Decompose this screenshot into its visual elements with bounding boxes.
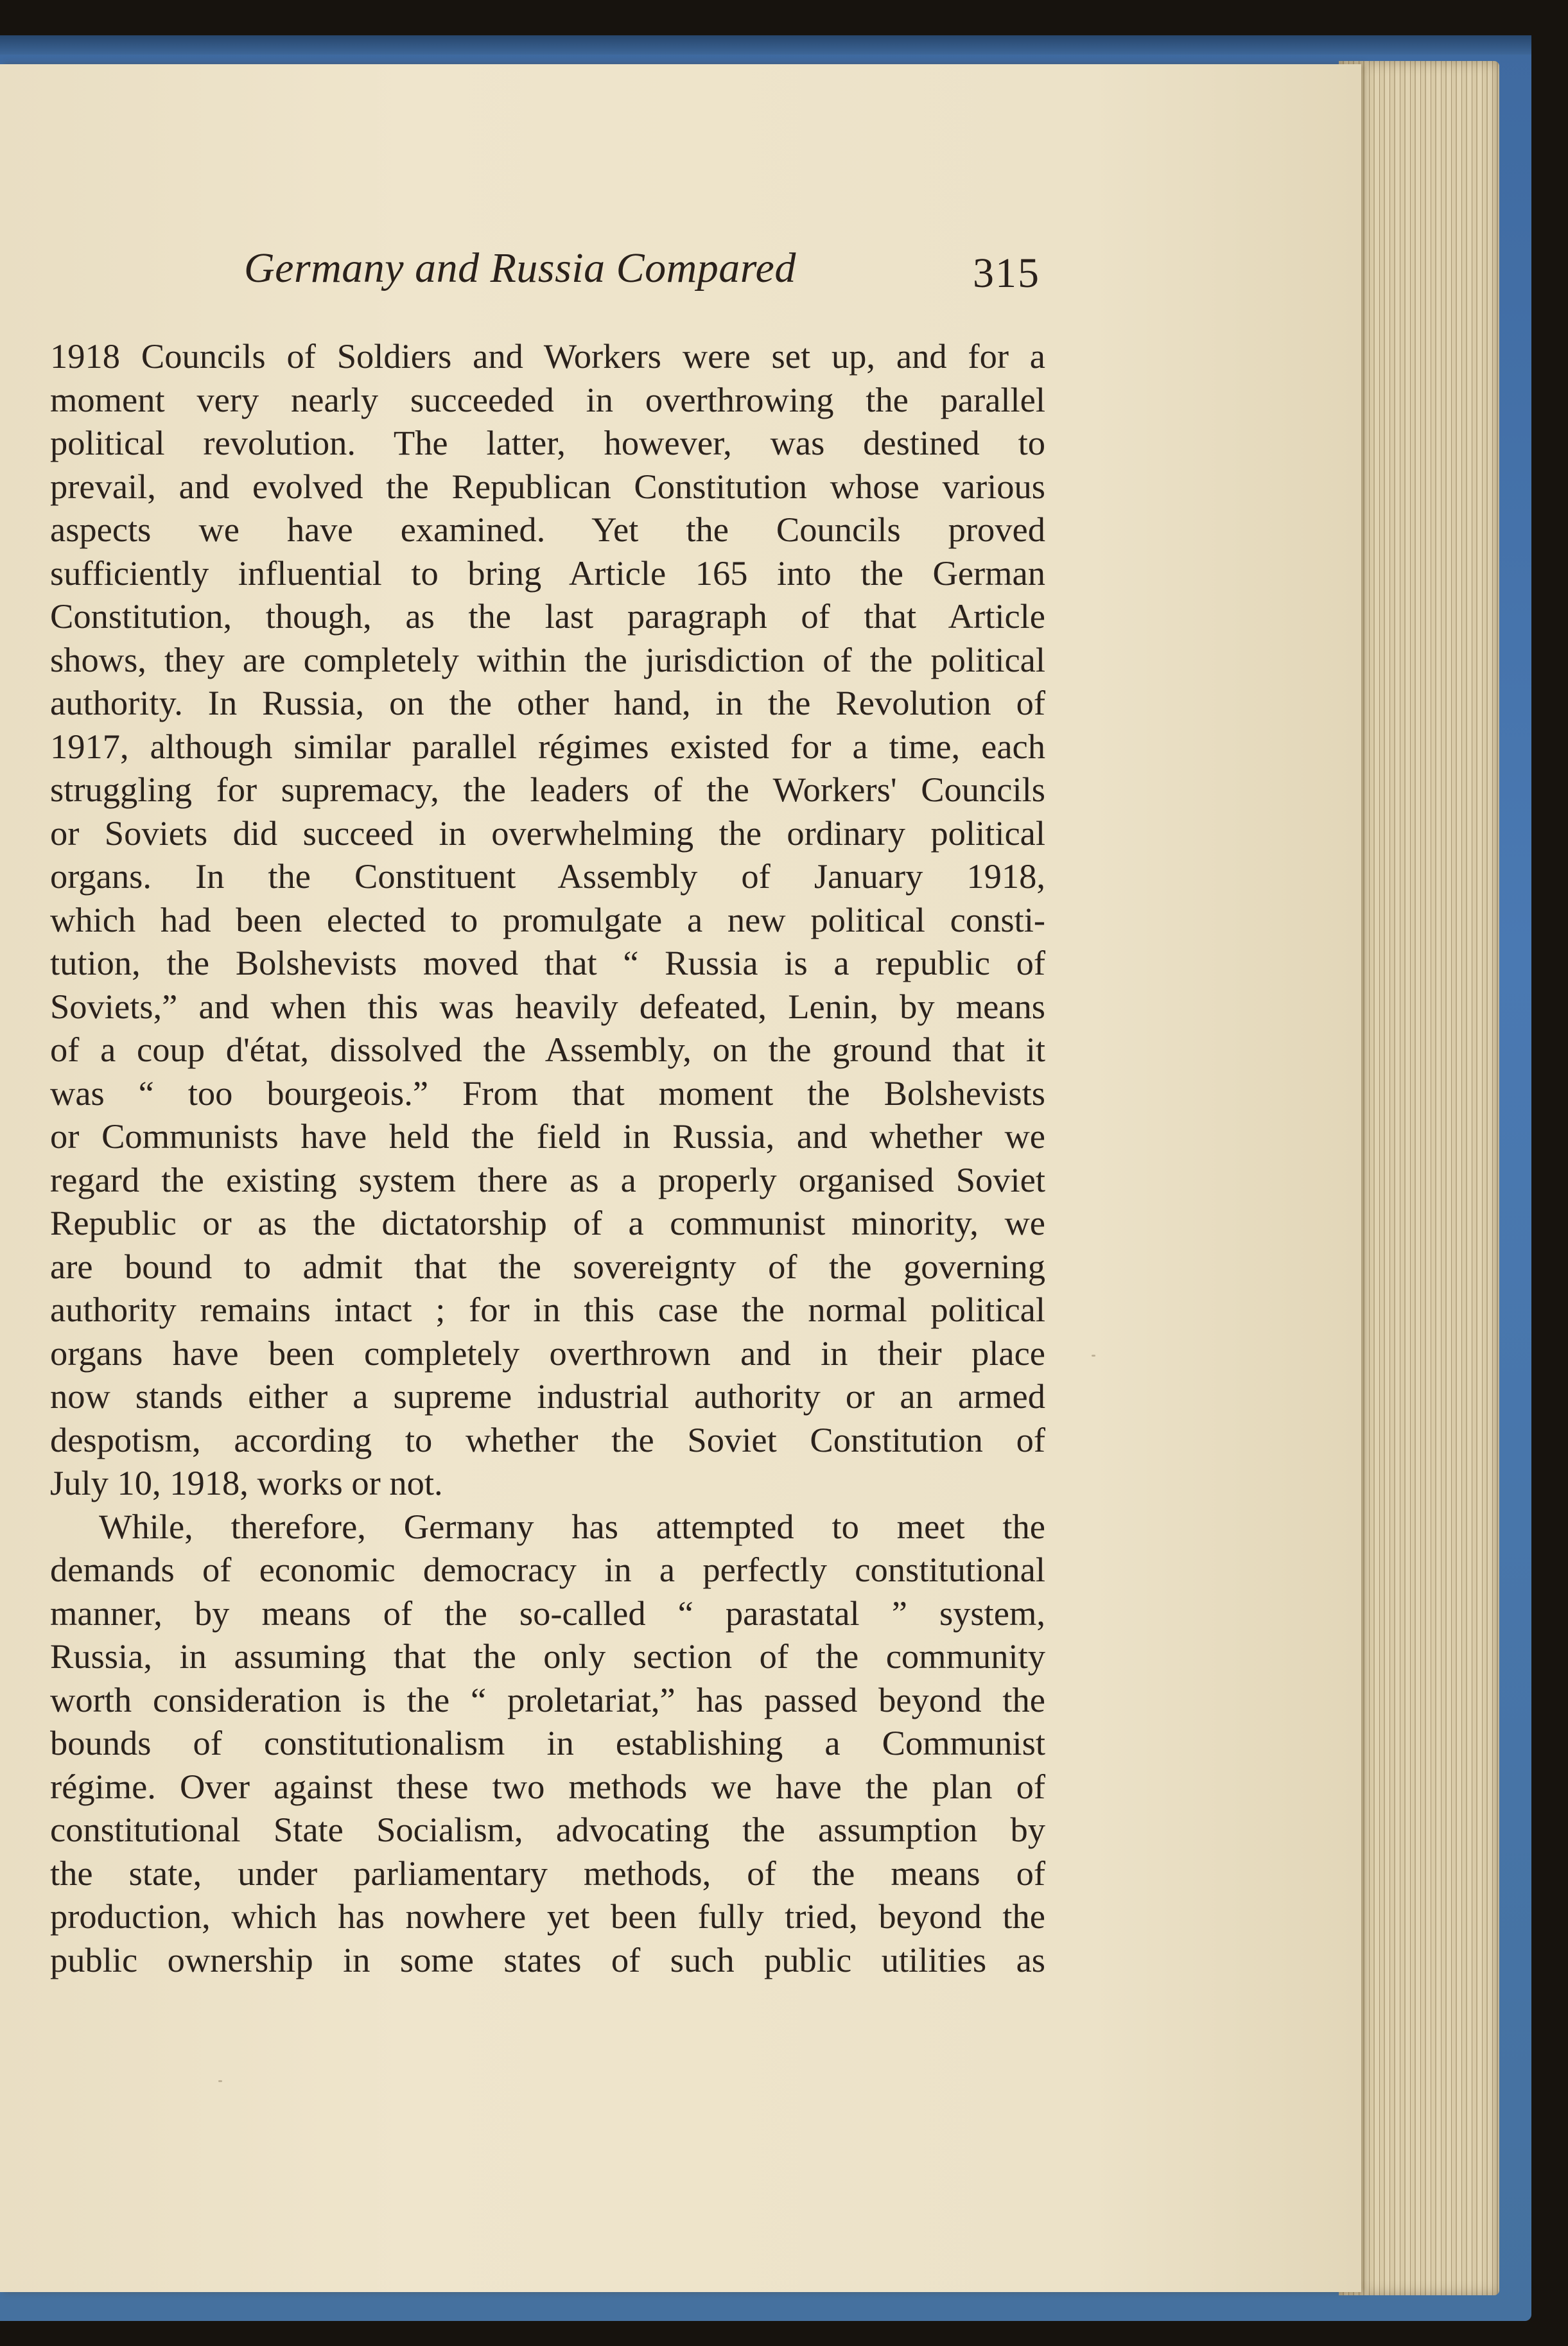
body-text	[50, 335, 1045, 1981]
running-title: Germany and Russia Compared	[244, 245, 796, 291]
text-line: bounds of constitutionalism in establishing a Communist	[50, 1723, 1045, 1762]
text-line: Republic or as the dictatorship of a communist minority, we	[50, 1203, 1045, 1242]
text-line: 1918 Councils of Soldiers and Workers were set up, and for a	[50, 336, 1045, 376]
text-line: regard the existing system there as a properly organised Soviet	[50, 1160, 1045, 1199]
page-edges	[1339, 61, 1499, 2295]
text-line: or Soviets did succeed in overwhelming the ordinary political	[50, 813, 1045, 853]
text-line: manner, by means of the so-called “ parastatal ” system,	[50, 1593, 1045, 1633]
book-page	[0, 64, 1361, 2292]
text-line: political revolution. The latter, however, was destined to	[50, 423, 1045, 462]
text-line: Russia, in assuming that the only section of the community	[50, 1637, 1045, 1676]
text-line: constitutional State Socialism, advocating the assumption by	[50, 1810, 1045, 1849]
text-line: organs have been completely overthrown and in their place	[50, 1333, 1045, 1373]
text-line: authority. In Russia, on the other hand, in the Revolution of	[50, 683, 1045, 722]
text-line: production, which has nowhere yet been fully tried, beyond the	[50, 1897, 1045, 1936]
text-line: of a coup d'état, dissolved the Assembly, on the ground that it	[50, 1030, 1045, 1069]
text-line: demands of economic democracy in a perfectly constitutional	[50, 1550, 1045, 1589]
paper-speck	[1092, 1355, 1095, 1357]
text-line: 1917, although similar parallel régimes existed for a time, each	[50, 726, 1045, 766]
text-line: organs. In the Constituent Assembly of January 1918,	[50, 856, 1045, 896]
text-line: tution, the Bolshevists moved that “ Russia is a republic of	[50, 943, 1045, 982]
text-line: are bound to admit that the sovereignty of the governing	[50, 1246, 1045, 1286]
text-line: sufficiently influential to bring Article 165 into the German	[50, 553, 1045, 593]
text-line: prevail, and evolved the Republican Constitution whose various	[50, 466, 1045, 506]
text-line: moment very nearly succeeded in overthrowing the parallel	[50, 379, 1045, 419]
text-line: despotism, according to whether the Soviet Constitution of	[50, 1420, 1045, 1459]
cover-edge	[0, 35, 1531, 55]
text-line: shows, they are completely within the jurisdiction of the political	[50, 639, 1045, 679]
text-line: public ownership in some states of such public utilities as	[50, 1940, 1045, 1979]
text-line: aspects we have examined. Yet the Councils proved	[50, 510, 1045, 549]
text-line: was “ too bourgeois.” From that moment the Bolshevists	[50, 1073, 1045, 1113]
text-line: authority remains intact ; for in this case the normal political	[50, 1290, 1045, 1329]
page-number: 315	[973, 250, 1040, 297]
text-line: Constitution, though, as the last paragraph of that Article	[50, 596, 1045, 636]
text-line: July 10, 1918, works or not.	[50, 1463, 443, 1502]
text-line: Soviets,” and when this was heavily defeated, Lenin, by means	[50, 986, 1045, 1026]
text-line: struggling for supremacy, the leaders of the Workers' Councils	[50, 770, 1045, 809]
text-line: now stands either a supreme industrial authority or an armed	[50, 1377, 1045, 1416]
text-line: régime. Over against these two methods we have the plan of	[50, 1766, 1045, 1806]
text-line: or Communists have held the field in Russia, and whether we	[50, 1117, 1045, 1156]
text-line: which had been elected to promulgate a new political consti-	[50, 899, 1045, 939]
text-line: While, therefore, Germany has attempted to meet the	[99, 1506, 1045, 1546]
text-line: worth consideration is the “ proletariat,” has passed beyond the	[50, 1680, 1045, 1719]
text-line: the state, under parliamentary methods, of the means of	[50, 1853, 1045, 1893]
paper-speck	[218, 2080, 222, 2082]
